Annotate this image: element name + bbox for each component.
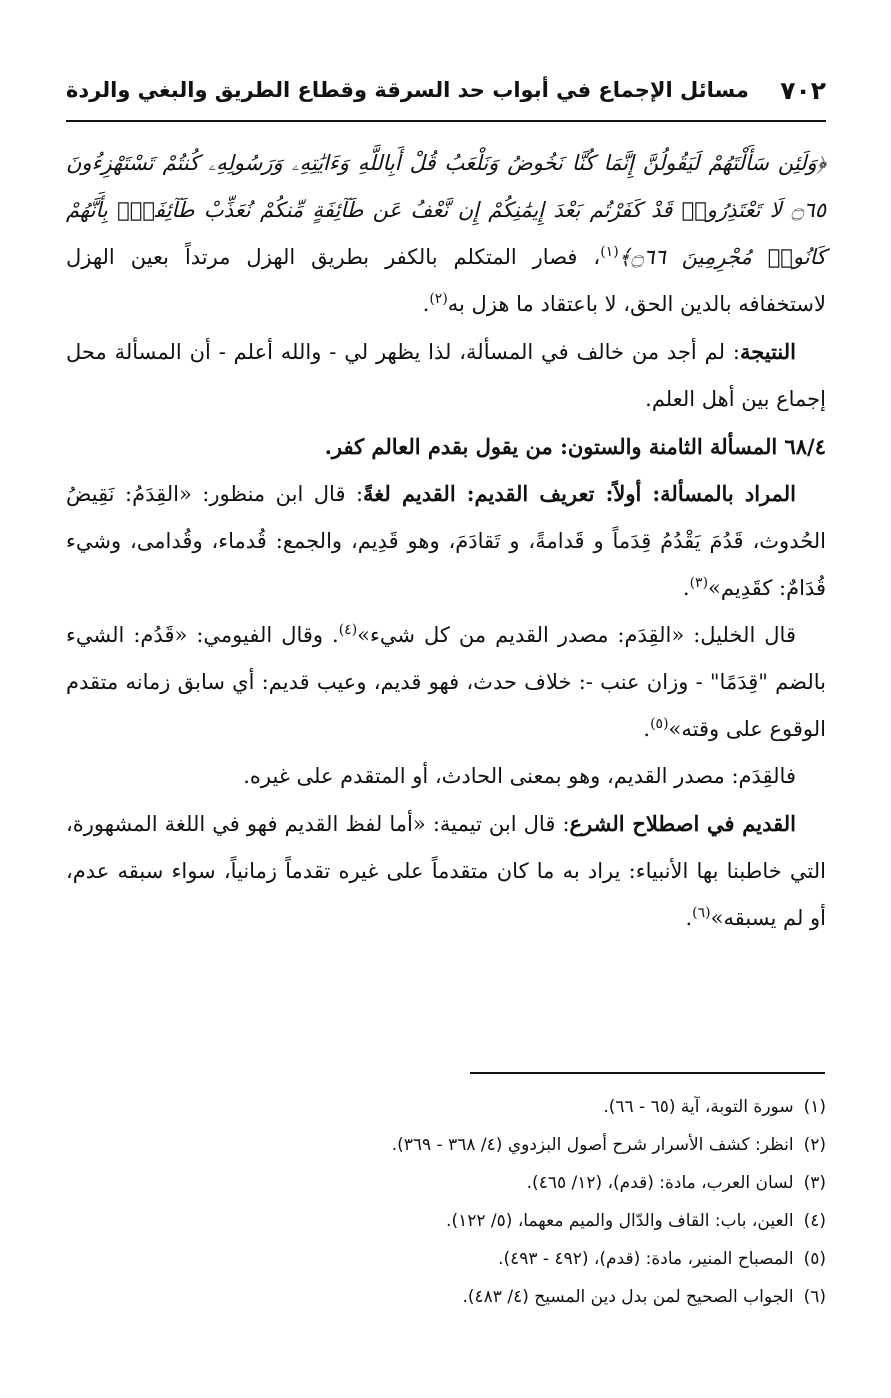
footnote-number: (٥): [803, 1249, 826, 1269]
paragraph-end: .: [682, 576, 690, 600]
footnote-item: [66, 1240, 826, 1278]
paragraph-end: .: [643, 717, 651, 741]
footnote-text: المصباح المنير، مادة: (قدم)، (٤٩٢ - ٤٩٣).: [498, 1249, 794, 1269]
paragraph-definition: [66, 470, 826, 612]
paragraph-text: ، فصار المتكلم بالكفر بطريق الهزل مرتداً بعين الهزل لاستخفافه بالدين الحق، لا باعتقاد ما هزل به: [66, 245, 826, 316]
paragraph-end: .: [422, 292, 430, 316]
footnote-item: [66, 1278, 826, 1316]
footnote-divider: [470, 1072, 825, 1074]
sharia-text: : قال ابن تيمية: «أما لفظ القديم فهو في اللغة المشهورة، التي خاطبنا بها الأنبياء: يراد به ما كان متقدماً على غيره تقدماً زمانياً، سواء سبقه عدم، أو لم يسبقه»: [66, 812, 826, 930]
footnote-ref-6[interactable]: (٦): [692, 905, 711, 921]
fayyumi-text: . وقال الفيومي: «قَدُم: الشيء بالضم "قِدَمًا" - وزان عنب -: خلاف حدث، فهو قديم، وعيب قديم: أي سابق زمانه متقدم الوقوع على وقته»: [66, 623, 826, 741]
footnote-ref-5[interactable]: (٥): [650, 716, 669, 732]
footnote-text: انظر: كشف الأسرار شرح أصول البزدوي (٤/ ٣٦٨ - ٣٦٩).: [391, 1135, 794, 1155]
footnote-item: [66, 1126, 826, 1164]
footnote-ref-1[interactable]: (١): [600, 244, 619, 260]
footnote-number: (٢): [803, 1135, 826, 1155]
footnote-text: العين، باب: القاف والدّال والميم معهما، (٥/ ١٢٢).: [446, 1211, 794, 1231]
paragraph-verse: [66, 140, 826, 328]
footnote-number: (١): [803, 1097, 826, 1117]
page-header: [66, 70, 826, 122]
footnote-ref-4[interactable]: (٤): [338, 622, 358, 638]
result-label: النتيجة: [739, 339, 796, 364]
footnote-text: لسان العرب، مادة: (قدم)، (١٢/ ٤٦٥).: [526, 1173, 794, 1193]
footnote-number: (٣): [803, 1173, 826, 1193]
result-text: : لم أجد من خالف في المسألة، لذا يظهر لي - والله أعلم - أن المسألة محل إجماع بين أهل العلم.: [66, 340, 826, 411]
footnote-ref-3[interactable]: (٣): [689, 575, 709, 591]
footnote-number: (٤): [803, 1211, 826, 1231]
paragraph-end: .: [685, 906, 693, 930]
running-title: مسائل الإجماع في أبواب حد السرقة وقطاع الطريق والبغي والردة: [66, 78, 749, 102]
definition-label: المراد بالمسألة: أولاً: تعريف القديم: القديم لغةً: [363, 481, 796, 506]
paragraph-qidam: فالقِدَم: مصدر القديم، وهو بمعنى الحادث، أو المتقدم على غيره.: [243, 764, 796, 788]
quran-verse: ﴿وَلَئِن سَأَلْتَهُمْ لَيَقُولُنَّ إِنَّمَا كُنَّا نَخُوضُ وَنَلْعَبُ قُلْ أَبِاللَّهِ وَءَايَٰتِهِۦ وَرَسُولِهِۦ كُنتُمْ تَسْتَهْزِءُونَ ۝٦٥ لَا تَعْتَذِرُوا۟ قَدْ كَفَرْتُم بَعْدَ إِيمَٰنِكُمْ إِن نَّعْفُ عَن طَآئِفَةٍ مِّنكُمْ نُعَذِّبْ طَآئِفَةًۢ بِأَنَّهُمْ كَانُوا۟ مُجْرِمِينَ ۝٦٦﴾: [66, 151, 826, 269]
definition-text: : قال ابن منظور: «القِدَمُ: نَقِيضُ الحُدوث، قَدُمَ يَقْدُمُ قِدَماً و قَدامةً، و تَقادَمَ، وهو قَدِيم، والجمع: قُدماء، وقُدامى، وشيء قُدَامٌ: كقَدِيم»: [66, 482, 826, 600]
paragraph-sharia: [66, 800, 826, 942]
section-heading: ٦٨/٤ المسألة الثامنة والستون: من يقول بقدم العالم كفر.: [324, 434, 826, 459]
sharia-label: القديم في اصطلاح الشرع: [569, 811, 797, 836]
footnote-item: [66, 1088, 826, 1126]
footnote-item: [66, 1164, 826, 1202]
main-text: [66, 140, 826, 942]
paragraph-result: [66, 328, 826, 423]
page-number: ٧٠٢: [780, 76, 826, 105]
khalil-text: قال الخليل: «القِدَم: مصدر القديم من كل شيء»: [357, 623, 796, 647]
footnote-item: [66, 1202, 826, 1240]
footnote-number: (٦): [803, 1287, 826, 1307]
footnote-text: الجواب الصحيح لمن بدل دين المسيح (٤/ ٤٨٣).: [462, 1287, 794, 1307]
footnote-text: سورة التوبة، آية (٦٥ - ٦٦).: [603, 1097, 794, 1117]
footnote-ref-2[interactable]: (٢): [429, 291, 448, 307]
paragraph-khalil: [66, 612, 826, 753]
footnotes: [66, 1088, 826, 1316]
